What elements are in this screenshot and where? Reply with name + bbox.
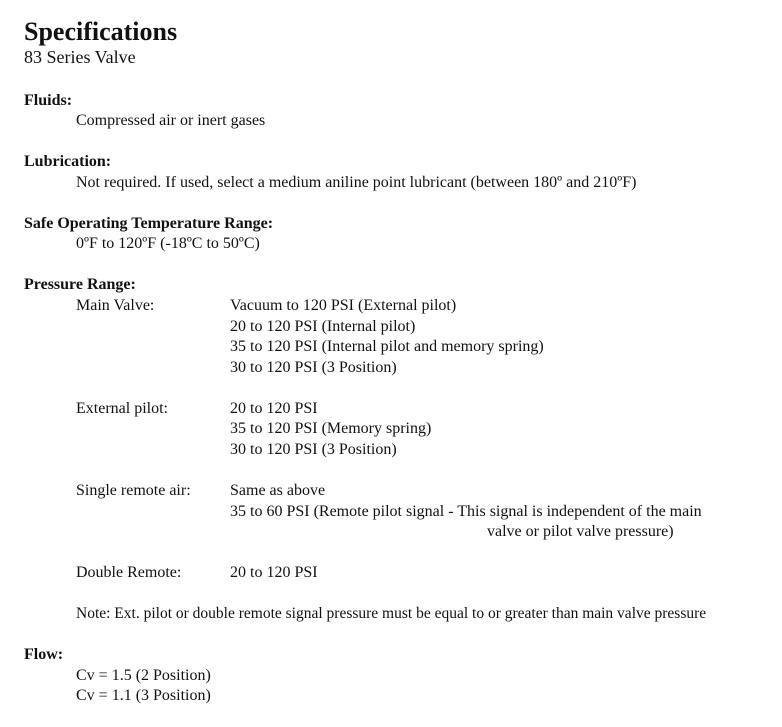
flow-heading: Flow: [24,646,64,663]
fluids-text: Compressed air or inert gases [76,112,266,129]
single-remote-air-value: Same as above [230,482,326,499]
page-subtitle: 83 Series Valve [24,47,136,67]
flow-value: Cv = 1.1 (3 Position) [76,687,211,704]
lubrication-heading: Lubrication: [24,153,112,170]
external-pilot-label: External pilot: [76,400,168,417]
external-pilot-value: 20 to 120 PSI [230,400,318,417]
fluids-heading: Fluids: [24,92,73,109]
external-pilot-value: 30 to 120 PSI (3 Position) [230,441,397,458]
single-remote-air-label: Single remote air: [76,482,191,499]
main-valve-value: 20 to 120 PSI (Internal pilot) [230,318,416,335]
pressure-heading: Pressure Range: [24,276,136,293]
main-valve-value: 35 to 120 PSI (Internal pilot and memory spring) [230,338,544,355]
temperature-heading: Safe Operating Temperature Range: [24,215,274,232]
double-remote-value: 20 to 120 PSI [230,564,318,581]
page-title: Specifications [24,17,178,46]
main-valve-label: Main Valve: [76,297,155,314]
single-remote-air-value: 35 to 60 PSI (Remote pilot signal - This signal is independent of the main [230,503,702,520]
pressure-note: Note: Ext. pilot or double remote signal pressure must be equal to or greater than main valve pressure [76,605,707,622]
main-valve-value: Vacuum to 120 PSI (External pilot) [230,297,457,314]
external-pilot-value: 35 to 120 PSI (Memory spring) [230,420,432,437]
lubrication-text: Not required. If used, select a medium aniline point lubricant (between 180º and 210ºF) [76,174,637,191]
main-valve-value: 30 to 120 PSI (3 Position) [230,359,397,376]
double-remote-label: Double Remote: [76,564,182,581]
temperature-text: 0ºF to 120ºF (-18ºC to 50ºC) [76,235,260,252]
flow-value: Cv = 1.5 (2 Position) [76,667,211,684]
single-remote-air-value: valve or pilot valve pressure) [487,523,674,540]
